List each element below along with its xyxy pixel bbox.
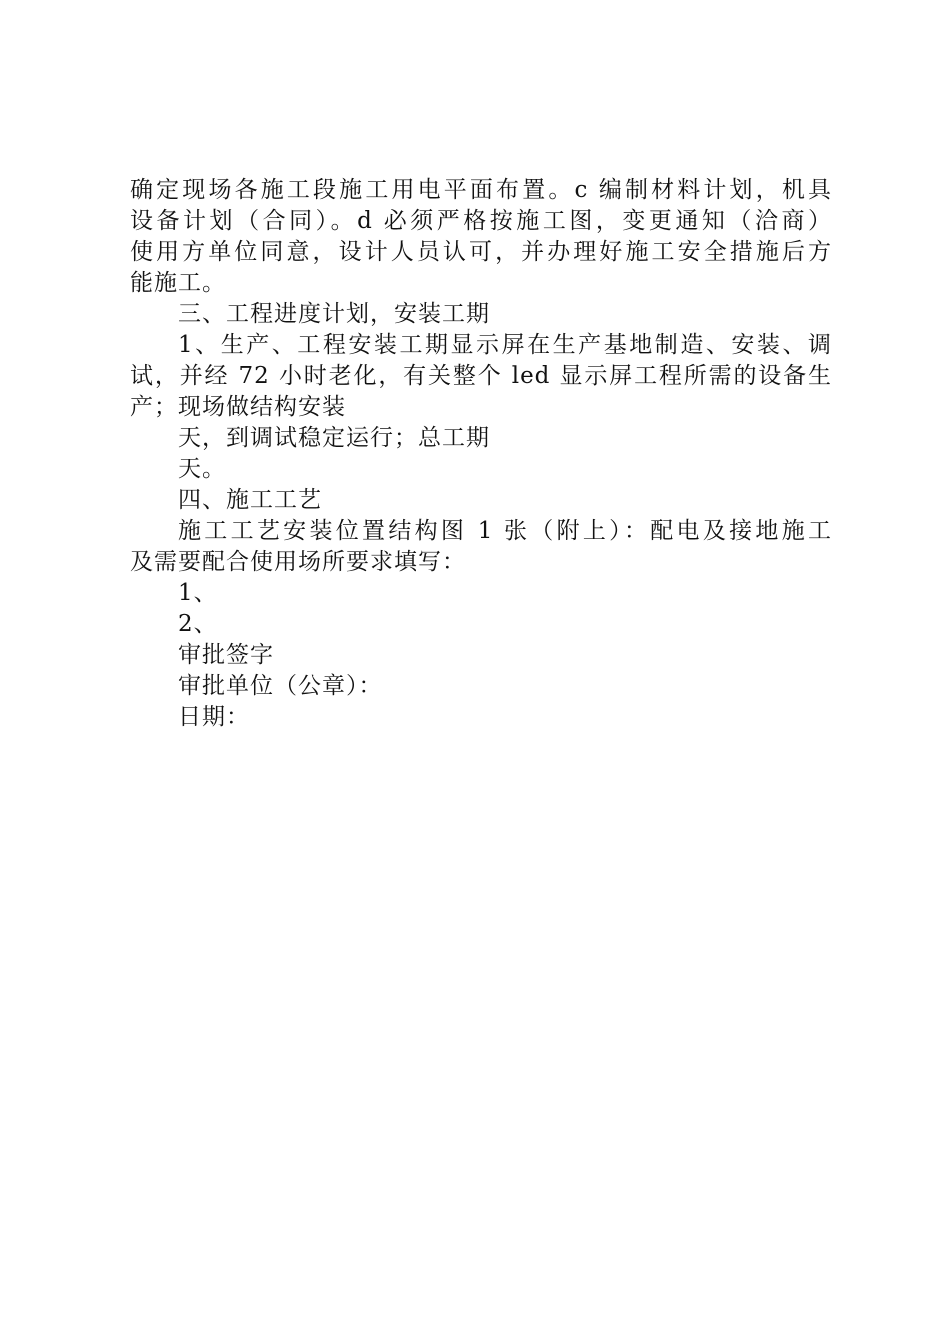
paragraph-line: 试，并经 72 小时老化，有关整个 led 显示屏工程所需的设备生 [130,363,832,389]
paragraph-line: 使用方单位同意，设计人员认可，并办理好施工安全措施后方 [130,239,832,265]
paragraph-line: 1、生产、工程安装工期显示屏在生产基地制造、安装、调 [178,332,832,358]
paragraph-line: 施工工艺安装位置结构图 1 张（附上）：配电及接地施工 [178,518,832,544]
approval-signature-label: 审批签字 [178,642,274,668]
section-heading: 四、施工工艺 [178,487,322,513]
list-item: 1、 [178,580,218,606]
document-body [130,175,832,733]
paragraph-line: 天，到调试稳定运行；总工期 [178,425,490,451]
section-heading: 三、工程进度计划，安装工期 [178,301,490,327]
paragraph-line: 产；现场做结构安装 [130,394,346,420]
paragraph-line: 天。 [178,456,226,482]
paragraph-line: 能施工。 [130,270,226,296]
date-label: 日期： [178,704,250,730]
paragraph-line: 确定现场各施工段施工用电平面布置。c 编制材料计划，机具 [130,177,832,203]
list-item: 2、 [178,611,218,637]
paragraph-line: 设备计划（合同）。d 必须严格按施工图，变更通知（洽商） [130,208,832,234]
paragraph-line: 及需要配合使用场所要求填写： [130,549,466,575]
approval-unit-label: 审批单位（公章）： [178,673,383,699]
